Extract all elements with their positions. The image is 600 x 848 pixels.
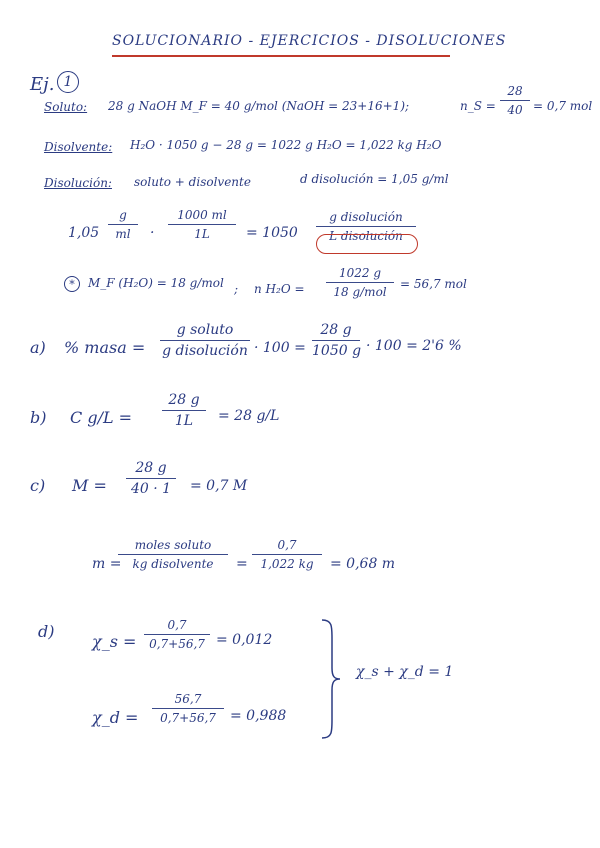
part-c-result: = 0,7 M — [190, 478, 248, 494]
soluto-label: Soluto: — [44, 100, 88, 114]
ns-denominator: 40 — [507, 103, 523, 117]
part-b-result: = 28 g/L — [218, 408, 280, 424]
conversion-f1-num: g — [119, 208, 127, 222]
star-text: M_F (H₂O) = 18 g/mol — [88, 276, 224, 290]
part-a-f2-num: 28 g — [320, 322, 352, 338]
star-circle: * — [64, 276, 80, 292]
nh2o-num: 1022 g — [338, 266, 382, 280]
conversion-lhs: 1,05 — [68, 225, 100, 241]
xs-den: 0,7+56,7 — [149, 637, 205, 651]
part-c-num: 28 g — [135, 460, 167, 476]
mole-fraction-sum: χ_s + χ_d = 1 — [356, 664, 454, 680]
star-separator: ; — [234, 282, 239, 296]
ns-label: n_S = — [460, 99, 496, 113]
molality-f1-num: moles soluto — [134, 538, 212, 552]
molality-f2-den: 1,022 kg — [260, 557, 314, 571]
xd-bar — [152, 708, 224, 709]
nh2o-bar — [326, 282, 394, 283]
part-a-f2-bar — [312, 340, 360, 341]
part-b-lhs: C g/L = — [70, 408, 133, 427]
part-b-bar — [162, 410, 206, 411]
part-a-f1-num: g soluto — [176, 322, 234, 338]
part-b-label: b) — [30, 408, 47, 427]
part-a-mult-2: · 100 = 2'6 % — [366, 338, 462, 354]
molality-fraction-2 — [252, 538, 322, 571]
page-title: SOLUCIONARIO - EJERCICIOS - DISOLUCIONES — [112, 33, 507, 49]
conversion-f1-den: ml — [115, 227, 131, 241]
conversion-f1-bar — [108, 224, 138, 225]
nh2o-result: = 56,7 mol — [400, 277, 467, 291]
conversion-f2-den: 1L — [194, 227, 210, 241]
part-c-fraction — [126, 460, 176, 497]
part-d-label: d) — [38, 622, 55, 641]
xs-lhs: χ_s = — [92, 632, 137, 651]
nh2o-label: n H₂O = — [254, 282, 305, 296]
exercise-number-circle: 1 — [57, 71, 79, 93]
xs-fraction — [144, 618, 210, 651]
xd-lhs: χ_d = — [92, 708, 139, 727]
part-a-f1-bar — [160, 340, 250, 341]
part-c-bar — [126, 478, 176, 479]
exercise-label: Ej. — [30, 74, 55, 95]
conversion-f3-den: L disolución — [329, 229, 403, 243]
part-a-f1-den: g disolución — [162, 343, 248, 359]
part-a-f2-den: 1050 g — [312, 343, 362, 359]
part-a-lhs: % masa = — [64, 338, 146, 357]
conversion-f3-bar — [316, 226, 416, 227]
molality-f1-den: kg disolvente — [132, 557, 214, 571]
ns-numerator: 28 — [507, 84, 523, 98]
molality-result: = 0,68 m — [330, 556, 396, 572]
part-c-den: 40 · 1 — [130, 481, 172, 497]
part-a-fraction-2 — [312, 322, 360, 359]
molality-f1-bar — [118, 554, 228, 555]
xd-result: = 0,988 — [230, 708, 287, 724]
disolvente-label: Disolvente: — [44, 140, 113, 154]
xd-num: 56,7 — [174, 692, 202, 706]
xd-den: 0,7+56,7 — [160, 711, 216, 725]
soluto-text: 28 g NaOH M_F = 40 g/mol (NaOH = 23+16+1); — [108, 99, 410, 113]
part-c-lhs: M = — [72, 476, 107, 495]
right-brace-icon — [318, 618, 342, 740]
conversion-fraction-2 — [168, 208, 236, 241]
conversion-equals: = 1050 — [246, 225, 298, 241]
molality-lhs: m = — [92, 556, 122, 572]
density-text: d disolución = 1,05 g/ml — [300, 172, 449, 186]
xs-result: = 0,012 — [216, 632, 273, 648]
part-a-mult-1: · 100 = — [254, 340, 306, 356]
part-a-label: a) — [30, 338, 46, 357]
molality-fraction-1 — [118, 538, 228, 571]
highlight-oval — [316, 234, 418, 254]
molality-f2-num: 0,7 — [277, 538, 297, 552]
xs-bar — [144, 634, 210, 635]
part-b-fraction — [162, 392, 206, 429]
conversion-f2-bar — [168, 224, 236, 225]
part-a-fraction-1 — [160, 322, 250, 359]
part-b-num: 28 g — [168, 392, 200, 408]
ns-bar — [500, 100, 530, 101]
conversion-f3-num: g disolución — [329, 210, 403, 224]
xs-num: 0,7 — [167, 618, 187, 632]
conversion-dot: · — [150, 225, 155, 241]
ns-fraction — [500, 84, 530, 117]
molality-equals: = — [236, 556, 248, 572]
conversion-fraction-1 — [108, 208, 138, 241]
molality-f2-bar — [252, 554, 322, 555]
nh2o-den: 18 g/mol — [333, 285, 387, 299]
title-underline — [112, 55, 450, 57]
part-b-den: 1L — [174, 413, 194, 429]
part-c-label: c) — [30, 476, 46, 495]
disolvente-text: H₂O · 1050 g − 28 g = 1022 g H₂O = 1,022 kg H₂O — [130, 138, 442, 152]
xd-fraction — [152, 692, 224, 725]
nh2o-fraction — [326, 266, 394, 299]
disolucion-text: soluto + disolvente — [134, 175, 251, 189]
ns-result: = 0,7 mol — [533, 99, 593, 113]
disolucion-label: Disolución: — [44, 176, 112, 190]
conversion-f2-num: 1000 ml — [177, 208, 227, 222]
